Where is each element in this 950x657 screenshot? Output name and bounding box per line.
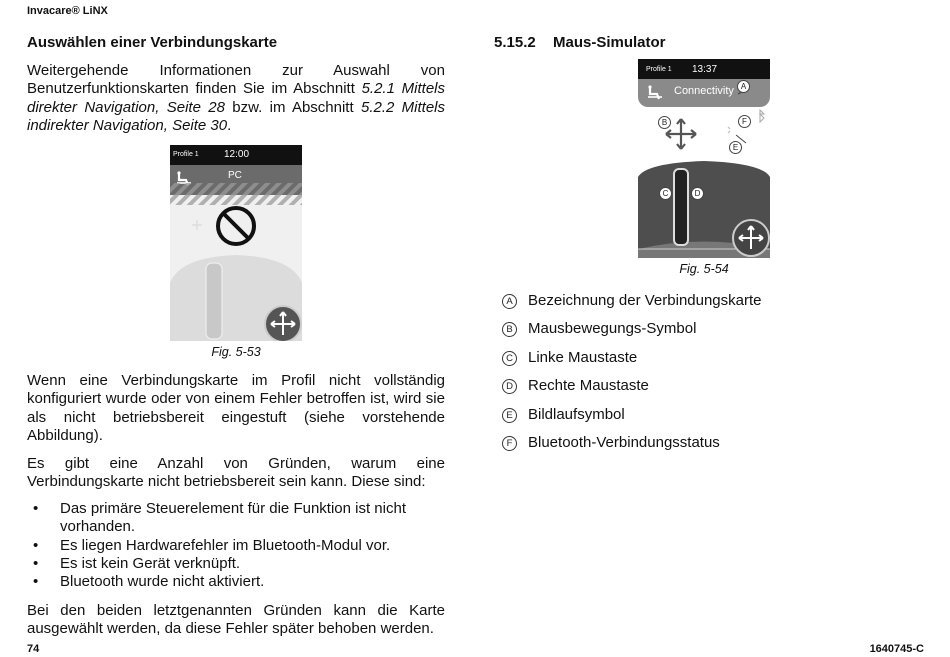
callout-b: B xyxy=(658,116,671,129)
clock-time: 13:37 xyxy=(692,64,718,75)
section-title-right: Maus-Simulator xyxy=(553,34,666,51)
profile-label: Profile 1 xyxy=(173,151,199,158)
legend-item-e xyxy=(502,406,882,426)
running-header: Invacare® LiNX xyxy=(27,5,108,17)
intro-paragraph: Weitergehende Informationen zur Auswahl von Benutzerfunktionskarten finden Sie im Abschnitt 5.2.1 Mittels direkter Navigation, Seite 28 bzw. im Abschnitt 5.2.2 Mittels indirekter Navigation, Seite 30. xyxy=(27,62,446,134)
page-number: 74 xyxy=(27,643,40,655)
figure-5-53 xyxy=(170,145,302,341)
callout-a: A xyxy=(737,80,750,93)
section-number: 5.15.2 xyxy=(494,34,536,51)
legend-text: Bildlaufsymbol xyxy=(528,406,625,423)
legend-text: Rechte Maustaste xyxy=(528,377,649,394)
legend-item-f xyxy=(502,434,882,454)
figure-5-54 xyxy=(638,59,770,258)
paragraph-not-ready: Wenn eine Verbindungskarte im Profil nicht vollständig konfiguriert wurde oder von einem Fehler betroffen ist, wird sie als nicht betriebsbereit eingestuft (siehe vorstehende Abbildung). xyxy=(27,372,445,444)
caption-fig-5-54: Fig. 5-54 xyxy=(679,262,729,276)
callout-c: C xyxy=(659,187,672,200)
section-title-left: Auswählen einer Verbindungskarte xyxy=(27,34,278,51)
callout-e: E xyxy=(729,141,742,154)
legend-key: D xyxy=(502,379,517,394)
paragraph-reasons: Es gibt eine Anzahl von Gründen, warum eine Verbindungskarte nicht betriebsbereit sein kann. Diese sind: xyxy=(27,455,445,491)
legend-text: Mausbewegungs-Symbol xyxy=(528,320,697,337)
document-id: 1640745-C xyxy=(869,643,924,655)
legend-key: A xyxy=(502,294,517,309)
mouse-mode-icon xyxy=(732,219,770,257)
callout-d: D xyxy=(691,187,704,200)
legend-key: E xyxy=(502,408,517,423)
list-item: • Es ist kein Gerät verknüpft. xyxy=(33,554,241,572)
legend-item-b xyxy=(502,320,882,340)
status-bar xyxy=(170,145,302,165)
card-title: Connectivity xyxy=(674,85,734,97)
clock-time: 12:00 xyxy=(224,149,250,160)
cross-reference-2[interactable]: 5.2.2 Mittels indirekter Navigation, Seite 30 xyxy=(27,98,446,134)
mouse-mode-icon xyxy=(264,305,302,341)
caption-fig-5-53: Fig. 5-53 xyxy=(211,345,261,359)
legend-item-c xyxy=(502,349,882,369)
list-item: • Bluetooth wurde nicht aktiviert. xyxy=(33,573,265,591)
reasons-list xyxy=(27,500,445,591)
cross-reference-1[interactable]: 5.2.1 Mittels direkter Navigation, Seite 28 xyxy=(27,80,445,116)
callout-f: F xyxy=(738,115,751,128)
legend-key: C xyxy=(502,351,517,366)
legend-item-d xyxy=(502,377,882,397)
legend-item-a xyxy=(502,292,882,312)
legend-key: F xyxy=(502,436,517,451)
legend-text: Bluetooth-Verbindungsstatus xyxy=(528,434,720,451)
card-title: PC xyxy=(228,170,242,181)
list-item: • Das primäre Steuerelement für die Funktion ist nicht vorhanden. xyxy=(33,500,406,536)
legend-key: B xyxy=(502,322,517,337)
paragraph-last-reasons: Bei den beiden letztgenannten Gründen kann die Karte ausgewählt werden, da diese Fehler später behoben werden. xyxy=(27,602,445,638)
legend-text: Linke Maustaste xyxy=(528,349,638,366)
list-item: • Es liegen Hardwarefehler im Bluetooth-Modul vor. xyxy=(33,536,391,554)
profile-label: Profile 1 xyxy=(646,66,672,73)
legend-text: Bezeichnung der Verbindungskarte xyxy=(528,292,762,309)
